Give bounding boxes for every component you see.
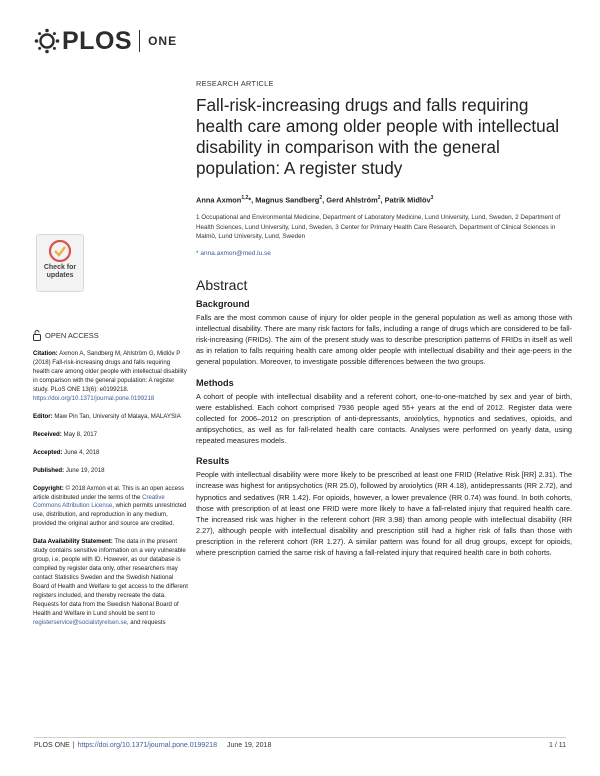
logo-divider	[139, 30, 140, 52]
published-block	[33, 467, 188, 476]
author-name: Patrik Midlöv	[384, 195, 431, 205]
page-footer	[34, 737, 566, 749]
background-heading: Background	[196, 298, 250, 309]
footer-doi-link[interactable]: https://doi.org/10.1371/journal.pone.0199218	[77, 742, 217, 749]
author-list: Anna Axmon$^{1,2}$*, Magnus Sandberg$^2$, Gerd Ahlström$^2$, Patrik Midlöv$^3$	[196, 194, 434, 205]
brand-name: PLOS	[62, 26, 133, 55]
data-availability-tail: , and requests	[126, 618, 166, 626]
article-type: RESEARCH ARTICLE	[196, 79, 274, 88]
affiliations: 1 Occupational and Environmental Medicine, Department of Laboratory Medicine, Lund University, Lund, Sweden, 2 Department of Health Sciences, Lund University, Lund, Sweden, 3 Center for Primary Health Care Research, Department of Clinical Sciences in Malmö, Lund University, Lund, Sweden	[196, 214, 561, 241]
methods-text: A cohort of people with intellectual disability and a referent cohort, one-to-one-matched by sex and year of birth, were established. Each cohort comprised 7936 people aged 55+ years at the end of 2012. Register data were collected for 2006–2012 on prescription of anti-depressants, anxiolytics, hypnotics and sedatives, opioids, and antipsychotics, as well as for fall-related health care contacts. Analyses were performed on yearly data, using repeated measures models.	[196, 391, 572, 446]
citation-doi-link[interactable]: https://doi.org/10.1371/journal.pone.0199218	[33, 394, 155, 402]
editor-block	[33, 413, 188, 422]
crossmark-icon	[49, 240, 71, 262]
article-main	[196, 79, 572, 559]
abstract-heading: Abstract	[196, 276, 248, 293]
editor-text: Maw Pin Tan, University of Malaya, MALAYSIA	[54, 412, 181, 420]
open-lock-icon	[33, 330, 41, 341]
cc-license-link[interactable]: Creative Commons Attribution License	[33, 493, 165, 510]
editor-label: Editor:	[33, 412, 53, 420]
article-sidebar	[33, 234, 188, 628]
received-block	[33, 431, 188, 440]
register-service-email-link[interactable]: registerservice@socialstyrelsen.se	[33, 618, 127, 626]
author-affiliation-ref: 2	[377, 194, 381, 201]
copyright-label: Copyright:	[33, 484, 64, 492]
copyright-block	[33, 485, 188, 530]
footer-journal: PLOS ONE	[34, 742, 70, 749]
background-text: Falls are the most common cause of injury for older people in the general population as well as among those with intellectual disability. There are many risk factors for falls, including a range of drugs which are considered to be fall-risk-increasing (FRIDs). The aim of the present study was to describe prescription patterns of FRIDs in itself as well as in relation to falls requiring health care among older people with intellectual disability and their age-peers in the general population. Moreover, to investigate possible differences between the two groups.	[196, 312, 572, 367]
data-availability-block	[33, 538, 188, 628]
open-access-label: OPEN ACCESS	[45, 331, 99, 340]
published-label: Published:	[33, 466, 65, 474]
copyright-text: © 2018 Axmon et al. This is an open access article distributed under the terms of the	[33, 484, 185, 501]
citation-text: Axmon A, Sandberg M, Ahlström G, Midlöv P (2018) Fall-risk-increasing drugs and falls requiring health care among older people with intellectual disability in comparison with the general population: A register study. PLoS ONE 13(6): e0199218.	[33, 350, 187, 393]
author-affiliation-ref: 2	[319, 194, 323, 201]
article-title: Fall-risk-increasing drugs and falls requiring health care among older people with intellectual disability in comparison with the general population: A register study	[196, 95, 560, 178]
open-access-badge	[33, 330, 188, 341]
plos-dots-icon	[34, 28, 60, 54]
footer-date: June 19, 2018	[226, 742, 272, 749]
check-for-updates-badge[interactable]	[36, 234, 84, 292]
author-name: Magnus Sandberg	[255, 195, 320, 205]
author-affiliation-ref: 3	[430, 194, 434, 201]
check-for-updates-label: Check for updates	[43, 264, 77, 280]
data-availability-text: The data in the present study contains sensitive information on a very vulnerable group, i.e. people with ID. However, as our database is compiled by register data only, other researchers may contact Statistics Sweden and the Swedish National Board of Health and Welfare to get access to the different registers included, and thereby recreate the data. Requests for data from the Swedish National Board of Health and Welfare in Lund should be sent to	[33, 538, 188, 617]
methods-heading: Methods	[196, 377, 234, 388]
journal-name: ONE	[148, 34, 178, 48]
citation-label: Citation:	[33, 350, 58, 358]
accepted-date: June 4, 2018	[64, 448, 100, 456]
plos-one-logo	[34, 24, 177, 58]
citation-block	[33, 350, 188, 404]
received-label: Received:	[33, 430, 62, 438]
copyright-text-tail: , which permits unrestricted use, distribution, and reproduction in any medium, provided the original author and source are credited.	[33, 502, 187, 528]
page-number: 1 / 11	[549, 742, 566, 749]
corresponding-mark: *	[248, 195, 252, 205]
results-heading: Results	[196, 456, 230, 467]
accepted-block	[33, 449, 188, 458]
author-name: Gerd Ahlström	[326, 195, 378, 205]
received-date: May 8, 2017	[63, 430, 98, 438]
author-name: Anna Axmon	[196, 195, 242, 205]
author-affiliation-ref: 1,2	[241, 194, 249, 201]
published-date: June 19, 2018	[65, 466, 105, 474]
footer-separator: |	[72, 742, 75, 749]
data-availability-label: Data Availability Statement:	[33, 538, 113, 546]
corresponding-email-link[interactable]: * anna.axmon@med.lu.se	[196, 249, 271, 257]
accepted-label: Accepted:	[33, 448, 63, 456]
results-text: People with intellectual disability were more likely to be prescribed at least one FRID (Relative Risk [RR] 2.31). The increase was highest for antipsychotics (RR 25.0), followed by anxiolytics (RR 4.18), antidepressants (RR 2.72), and hypnotics and sedatives (RR 1.42). For opioids, however, a lower prevalence (RR 0.74) was found. In both cohorts, those with prescription of at least one FRID were more likely to have a fall-related injury that required health care. The increased risk was higher in the referent cohort (RR 3.98) than among people with intellectual disability (RR 2.27), although people with intellectual disability and prescription still had a higher risk of falls than those with prescription in the referent cohort (RR 1.27). A similar pattern was found for all drug groups, except for opioids, where prescription carried the same risk of having a fall-related injury that required health care in both cohorts.	[196, 470, 572, 558]
